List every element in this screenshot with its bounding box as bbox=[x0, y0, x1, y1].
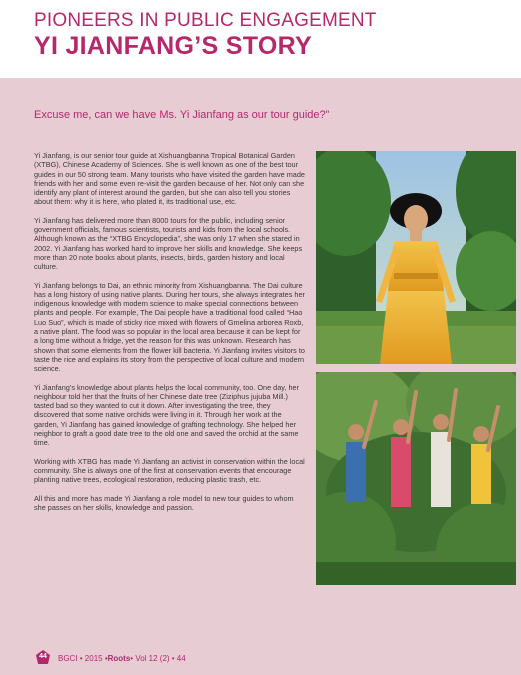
paragraph: Yi Jianfang, is our senior tour guide at Xishuangbanna Tropical Botanical Garden (XTBG), Chinese Academy of Sciences. She is well known as one of the best tour guides in our 50 strong team. Many tourists who have visited the garden have made friends with her and some even re-visit the garden because of her. Not only can she identify any plant of interest around the garden, but she can also tell you stories about them: why it is here, who plated it, its traditional use, etc. bbox=[34, 151, 305, 207]
section-kicker: PIONEERS IN PUBLIC ENGAGEMENT bbox=[34, 10, 377, 31]
footer-issue: • Vol 12 (2) • 44 bbox=[130, 653, 186, 663]
paragraph: Yi Jianfang has delivered more than 8000 tours for the public, including senior government officials, famous scientists, tourists and kids from the local schools. Although known as the “XTBG Encyclopedia”, she was only 17 when she stared in 2002. Yi Jianfang has worked hard to improve her skills and knowledge. She keeps more than 20 note books about plants, insects, birds, garden history and local culture. bbox=[34, 215, 303, 272]
lede-quote: Excuse me, can we have Ms. Yi Jianfang as our tour guide?” bbox=[34, 109, 330, 121]
page-footer bbox=[34, 648, 186, 668]
photo-group-in-garden bbox=[316, 372, 516, 585]
footer-magazine: Roots bbox=[107, 653, 131, 663]
article-body bbox=[34, 151, 306, 521]
paragraph: Working with XTBG has made Yi Jianfang an activist in conservation within the local community. She is always one of the first at conservation events that encourage planting native trees, ecological restoration, reducing plastic trash, etc. bbox=[34, 456, 305, 485]
footer-text: BGCI • 2015 • bbox=[58, 653, 108, 663]
paragraph: Yi Jianfang’s knowledge about plants helps the local community, too. One day, her neighbour told her that the fruits of her Chinese date tree (Ziziphus jujuba Mill.) tasted bad so they wanted to cut it down. After investigating the tree, they discovered that some native orchids were living in it. Through her work at the garden, Yi Jianfang has gained knowledge of grafting technology. She helped her neighbor to graft a good date tree to the old one and saved the orchid at the same time. bbox=[34, 382, 300, 448]
photo-tour-guide-portrait bbox=[316, 151, 516, 364]
header bbox=[0, 0, 521, 78]
page-title: YI JIANFANG’S STORY bbox=[34, 32, 312, 60]
paragraph: All this and more has made Yi Jianfang a role model to new tour guides to whom she passes on her skills, knowledge and passion. bbox=[34, 493, 294, 512]
leaf-icon bbox=[34, 649, 52, 667]
paragraph: Yi Jianfang belongs to Dai, an ethnic minority from Xishuangbanna. The Dai culture has a long history of using native plants. During her tours, she always integrates her indigenous knowledge with modern science to make special connections between plants and people. For example, The Dai people have a traditional food called “Hao Luo Suo”, which is made of sticky rice mixed with flowers of Gmelina arborea Roxb, a native plant. The food was so popular in the local area because it can be kept for a long time without a fridge, yet the reason for this was unknown. Research has shown that some elements from the flower kill bacteria. Yi Jianfang invites visitors to taste the rice and explains its story from the perspective of local culture and modern science. bbox=[34, 280, 305, 374]
page-number: 44 bbox=[39, 653, 47, 660]
